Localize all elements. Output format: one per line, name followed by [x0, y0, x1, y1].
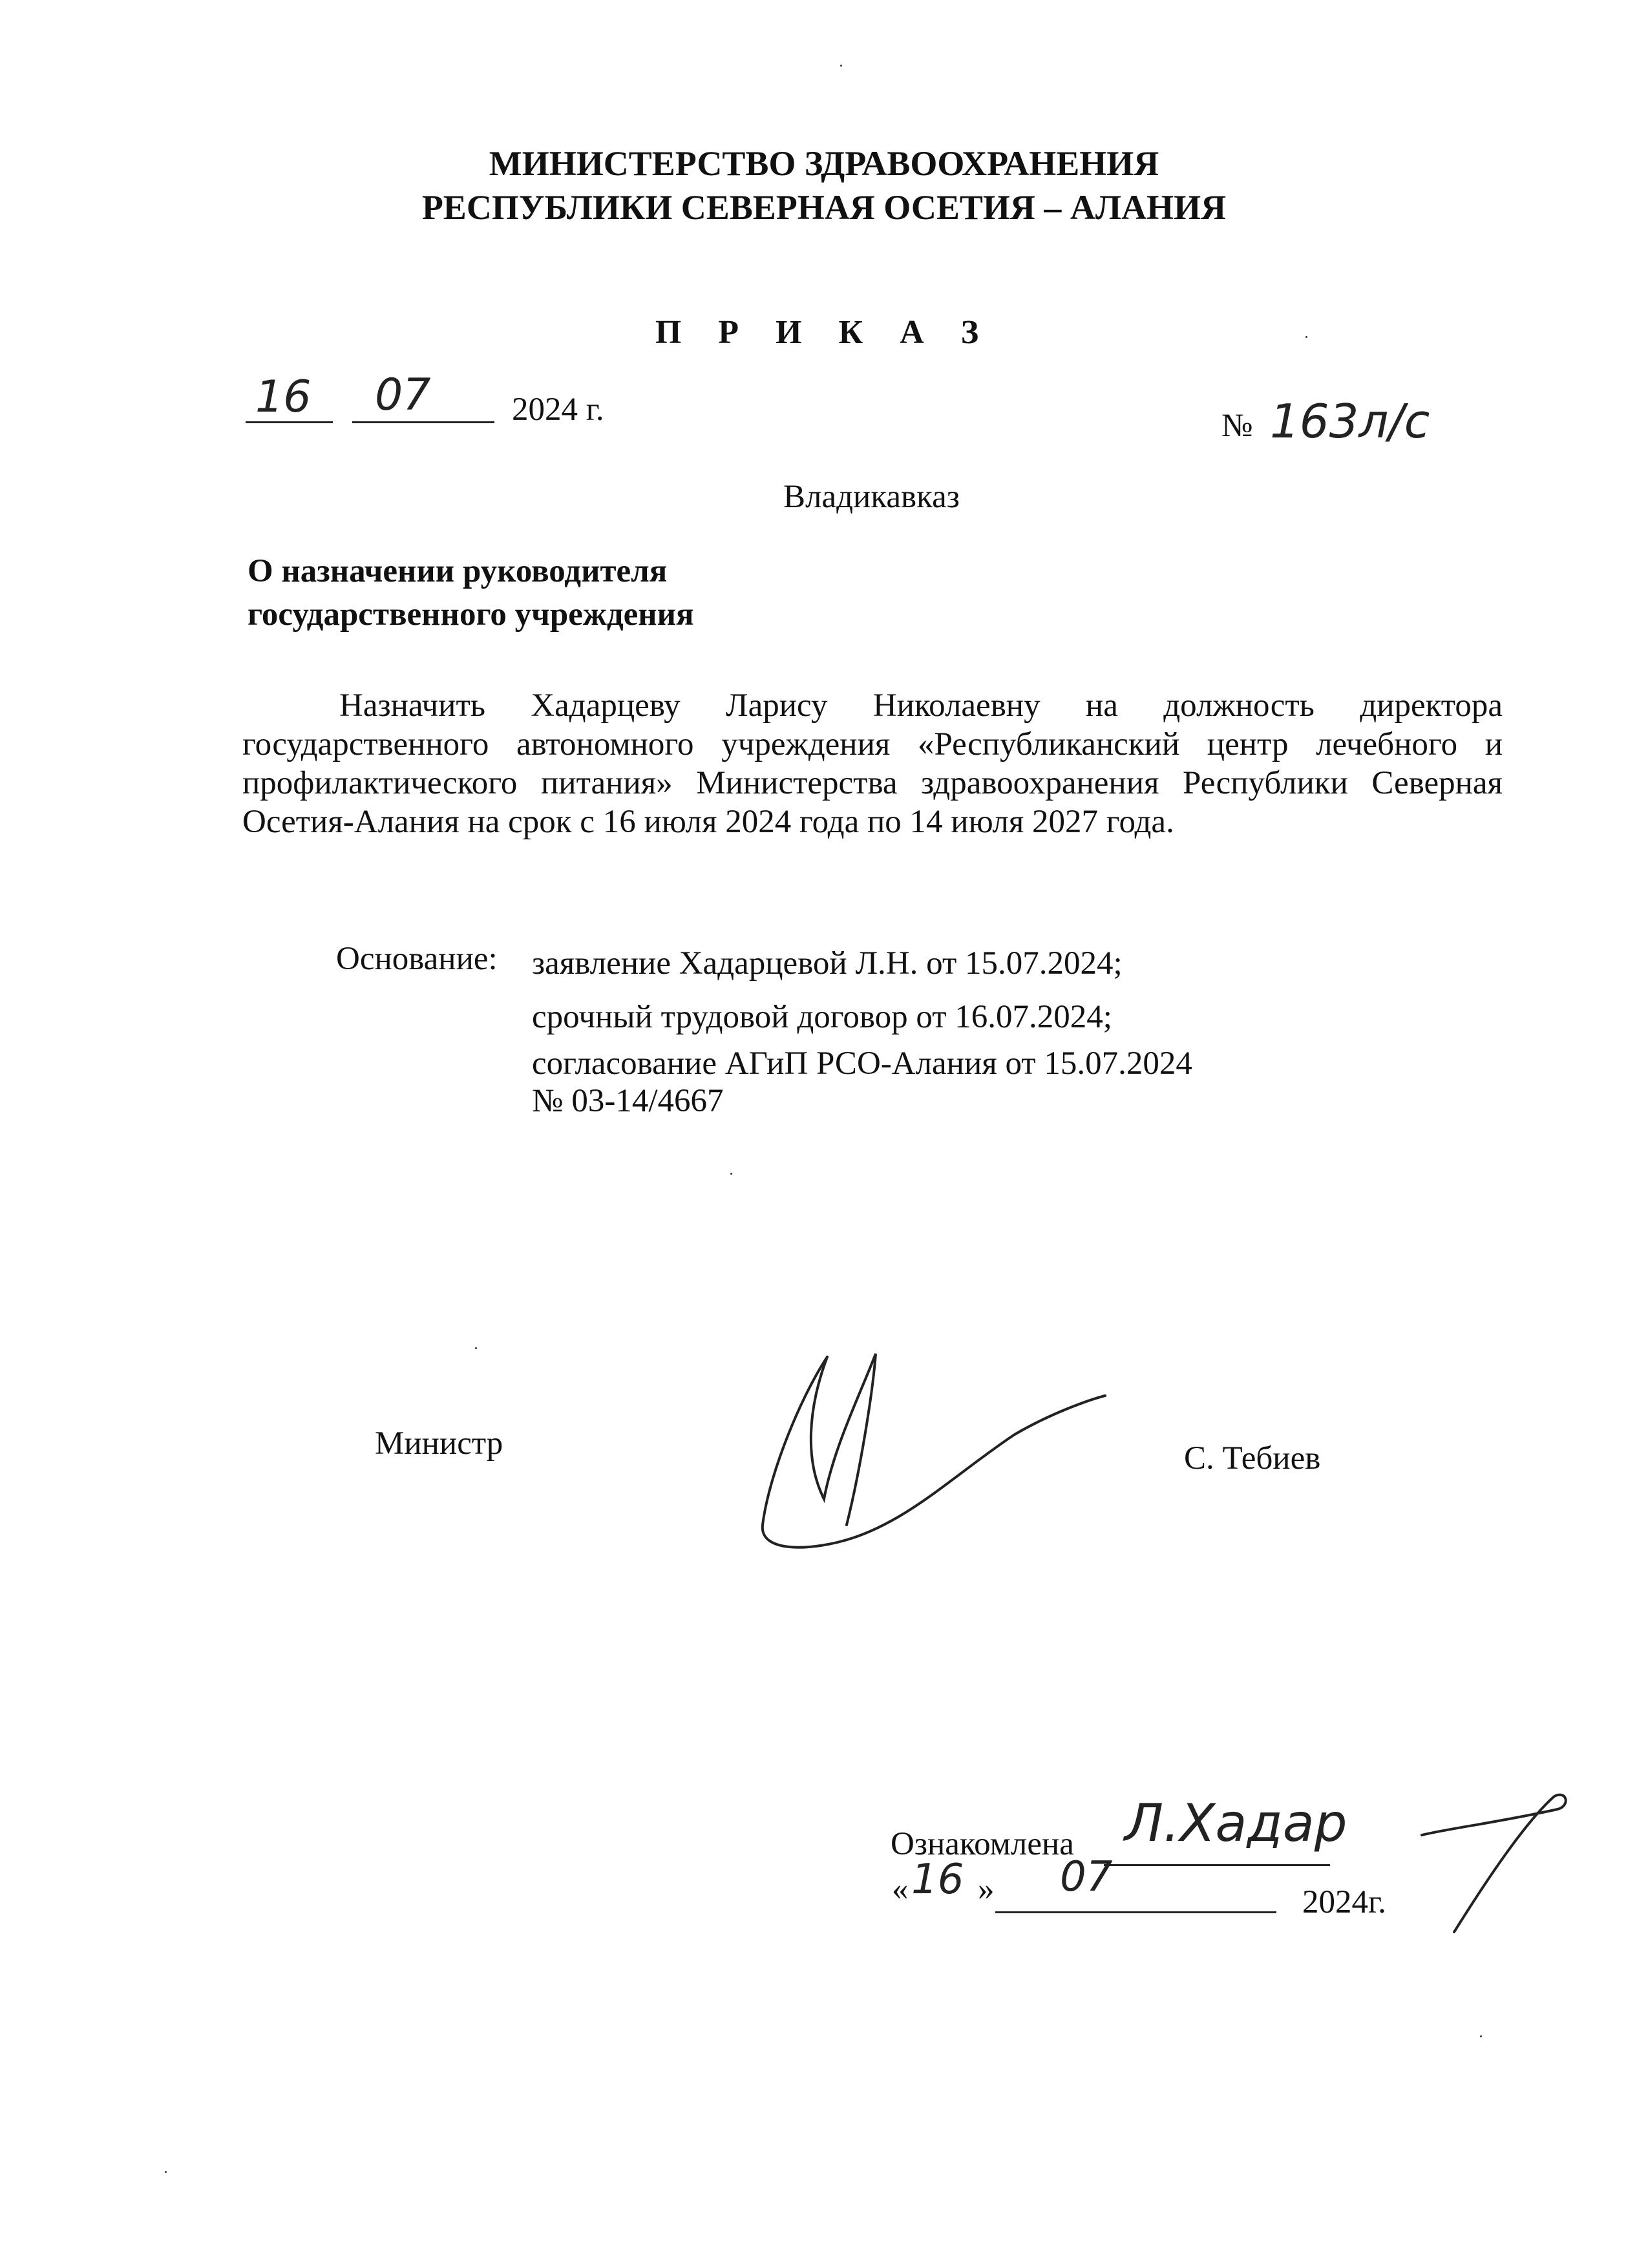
- basis-item: согласование АГиП РСО-Алания от 15.07.2024: [532, 1045, 1192, 1082]
- date-year: 2024 г.: [512, 392, 604, 428]
- ack-date-line: [995, 1911, 1276, 1913]
- ack-month-handwritten: 07: [1060, 1853, 1113, 1901]
- ack-close-quote: »: [978, 1871, 995, 1907]
- scan-speck: [730, 1173, 732, 1175]
- number-handwritten: 163л/с: [1270, 394, 1430, 448]
- ministry-name-line2: РЕСПУБЛИКИ СЕВЕРНАЯ ОСЕТИЯ – АЛАНИЯ: [421, 188, 1227, 227]
- date-day-underline: [246, 421, 333, 423]
- basis-label: Основание:: [336, 941, 498, 977]
- scan-speck: [165, 2171, 167, 2173]
- minister-signature: [743, 1331, 1131, 1564]
- ministry-name-line1: МИНИСТЕРСТВО ЗДРАВООХРАНЕНИЯ: [489, 144, 1159, 183]
- scan-speck: [840, 65, 842, 67]
- subject-line1: О назначении руководителя: [248, 553, 668, 589]
- basis-item: заявление Хадарцевой Л.Н. от 15.07.2024;: [532, 945, 1123, 982]
- ack-day-handwritten: 16: [911, 1856, 964, 1904]
- acknowledgement-signature: Л.Хадар: [1125, 1793, 1347, 1853]
- subject-line2: государственного учреждения: [248, 596, 694, 633]
- city: Владикавказ: [783, 479, 960, 515]
- order-body-paragraph: Назначить Хадарцеву Ларису Николаевну на должность директора государственного автономного учреждения «Республиканский центр лечебного и профилактического питания» Министерства здравоохранения Республики Северная Осетия-Алания на срок с 16 июля 2024 года по 14 июля 2027 года.: [242, 688, 1503, 840]
- signatory-name: С. Тебиев: [1184, 1440, 1321, 1476]
- scan-speck: [475, 1347, 477, 1349]
- acknowledgement-label: Ознакомлена: [891, 1826, 1074, 1862]
- date-month-handwritten: 07: [375, 370, 431, 421]
- ack-open-quote: «: [892, 1871, 909, 1907]
- basis-item: № 03-14/4667: [532, 1083, 724, 1119]
- ack-year: 2024г.: [1302, 1884, 1386, 1920]
- date-month-underline: [352, 421, 494, 423]
- number-sign: №: [1221, 408, 1253, 444]
- date-day-handwritten: 16: [255, 372, 312, 423]
- acknowledgement-signature-line: [1104, 1864, 1330, 1866]
- scan-speck: [1305, 336, 1307, 338]
- scan-speck: [1480, 2035, 1482, 2037]
- document-title: П Р И К А З: [655, 314, 993, 351]
- signatory-position: Министр: [375, 1425, 503, 1462]
- basis-item: срочный трудовой договор от 16.07.2024;: [532, 999, 1112, 1035]
- acknowledgement-signature-flourish: [1409, 1783, 1577, 1938]
